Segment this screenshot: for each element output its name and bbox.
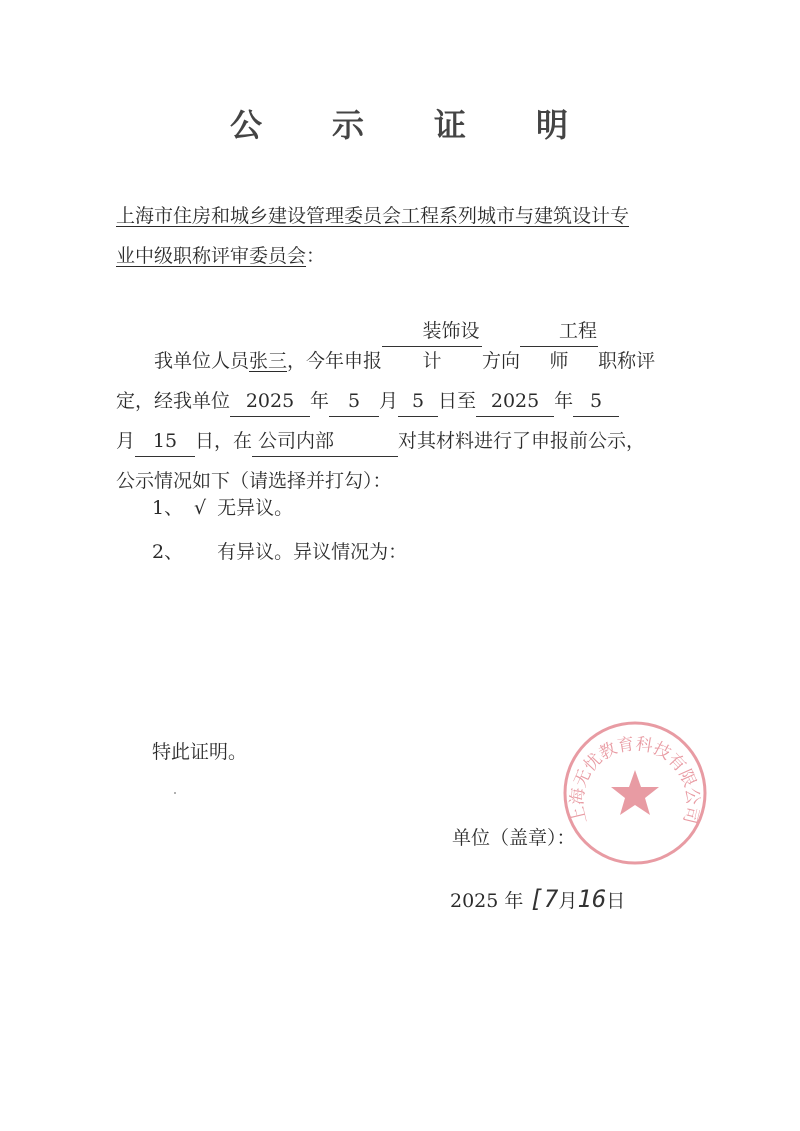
- option-objection: [152, 537, 407, 564]
- unit-seal-label: 单位（盖章）：: [452, 827, 576, 849]
- start-day: 5: [398, 386, 438, 417]
- option-index: 2、: [152, 541, 184, 563]
- seal-star-icon: [611, 770, 659, 815]
- year-label: 年: [554, 390, 574, 412]
- field-value: 装饰设计: [382, 316, 482, 347]
- addressee-line-2: [116, 236, 676, 276]
- option-no-objection: [152, 493, 293, 520]
- start-month: 5: [329, 386, 379, 417]
- year-label: 年: [310, 390, 330, 412]
- sign-month-label: 月: [558, 890, 578, 912]
- option-index: 1、: [152, 497, 184, 519]
- title-char: 证: [434, 106, 469, 144]
- body-line-2: [116, 381, 686, 421]
- day-to-label: 日至: [438, 390, 477, 412]
- start-year: 2025: [230, 386, 310, 417]
- option-text: 有异议。异议情况为：: [217, 541, 408, 563]
- handwritten-month: [7: [529, 885, 559, 913]
- body-text: ，今年申报: [287, 350, 383, 372]
- title-char: 公: [229, 106, 264, 144]
- body-text: 方向: [482, 350, 521, 372]
- body-text: 我单位人员: [154, 350, 250, 372]
- addressee: [116, 196, 676, 276]
- applicant-name: 张三: [249, 350, 288, 372]
- sign-day-label: 日: [606, 890, 626, 912]
- title-char: 示: [331, 106, 366, 144]
- publicity-place: 公司内部: [252, 426, 398, 457]
- month-label: 月: [116, 430, 136, 452]
- title-level-value: 工程师: [520, 316, 598, 347]
- check-mark-icon: √: [194, 497, 207, 519]
- body-paragraph: [116, 316, 686, 501]
- body-text: 定，经我单位: [116, 390, 231, 412]
- title-char: 明: [536, 106, 571, 144]
- sign-year: 2025: [450, 890, 499, 912]
- addressee-committee: 业中级职称评审委员会: [116, 245, 307, 267]
- company-seal-stamp: [560, 718, 710, 868]
- addressee-line-1: 上海市住房和城乡建设管理委员会工程系列城市与建筑设计专: [116, 205, 630, 227]
- seal-text: 上海无忧教育科技有限公司: [567, 734, 703, 826]
- end-day: 15: [135, 426, 195, 457]
- paper-speck: [174, 792, 176, 794]
- end-year: 2025: [476, 386, 554, 417]
- signature-date: [450, 885, 625, 913]
- option-text: 无异议。: [217, 497, 294, 519]
- body-line-1: [116, 316, 686, 381]
- body-text: 对其材料进行了申报前公示，: [398, 430, 646, 452]
- handwritten-day: 16: [577, 885, 607, 913]
- body-text: 日，在: [195, 430, 253, 452]
- closing-statement: 特此证明。: [152, 741, 248, 763]
- addressee-colon: ：: [306, 245, 326, 267]
- end-month: 5: [573, 386, 619, 417]
- body-line-3: [116, 421, 686, 461]
- document-title: [0, 100, 800, 146]
- month-label: 月: [379, 390, 399, 412]
- sign-year-label: 年: [504, 890, 524, 912]
- body-text: 职称评: [598, 350, 656, 372]
- body-line-4: 公示情况如下（请选择并打勾）：: [116, 470, 392, 492]
